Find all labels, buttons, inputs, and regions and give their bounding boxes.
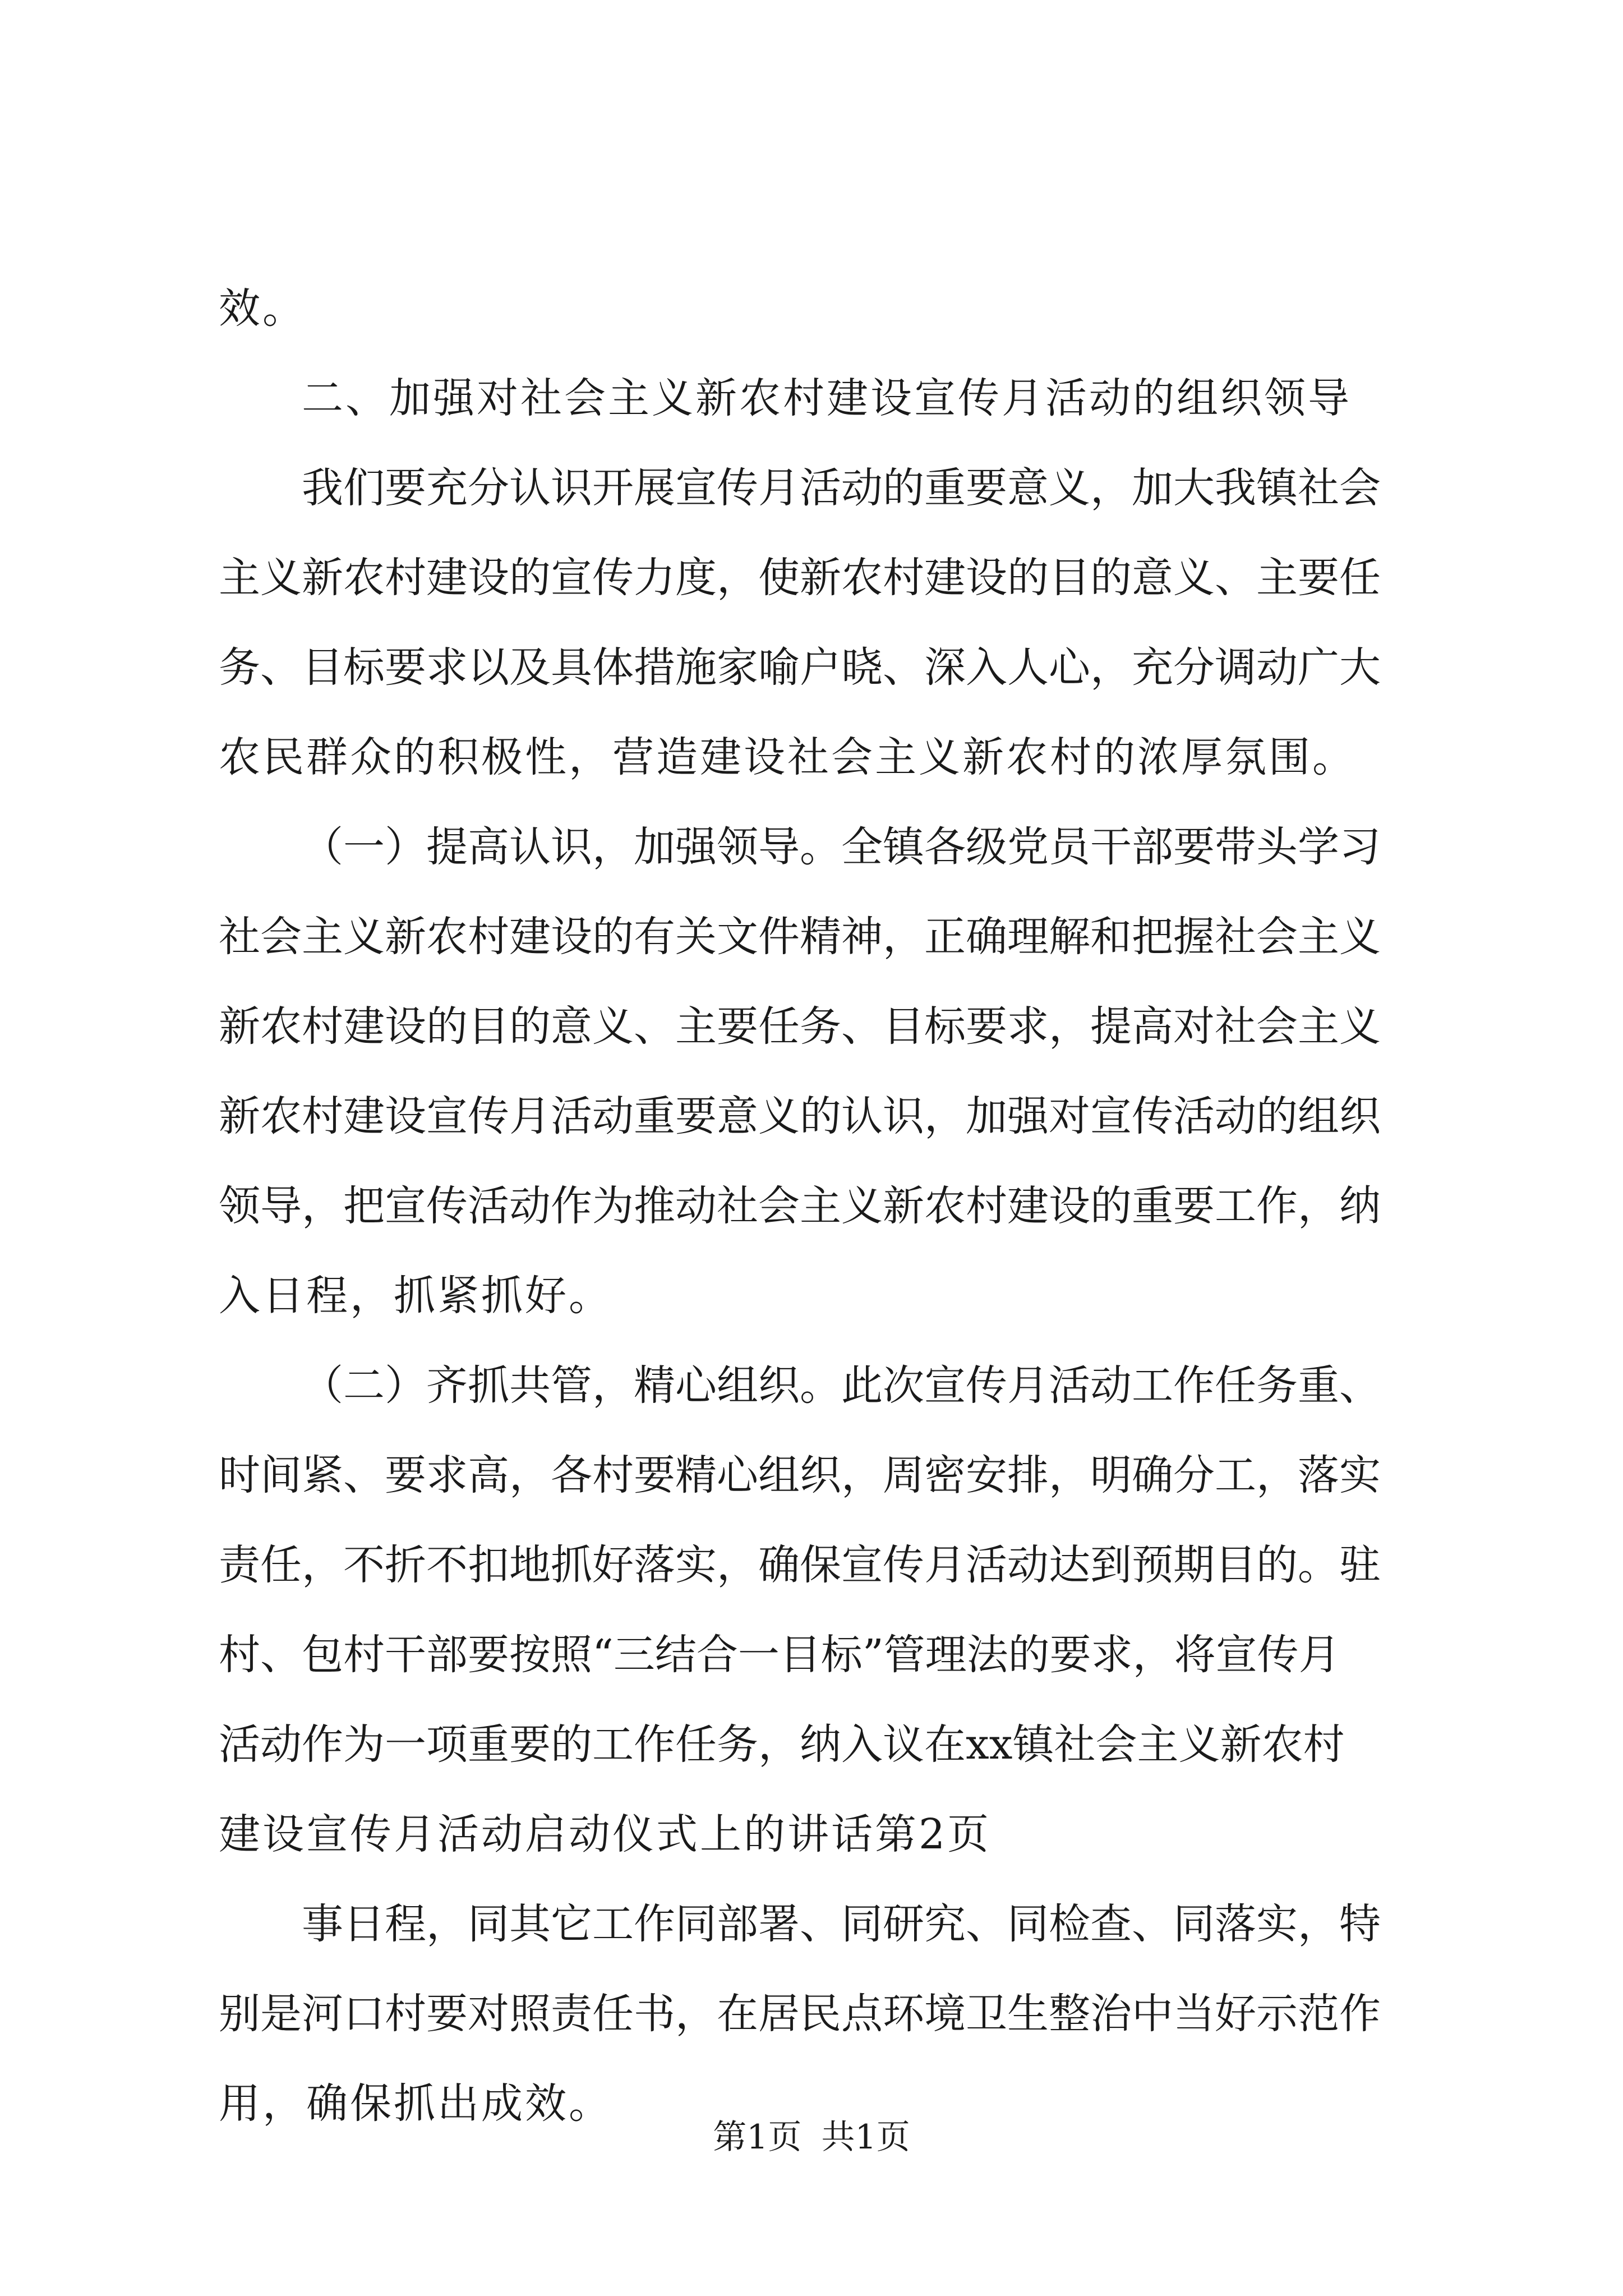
text-line: 时间紧、要求高，各村要精心组织，周密安排，明确分工，落实: [219, 1451, 1381, 1499]
text-line: 效。: [219, 284, 306, 333]
paragraph: [219, 443, 1413, 802]
text-line: 二、加强对社会主义新农村建设宣传月活动的组织领导: [302, 374, 1352, 422]
text-line: 主义新农村建设的宣传力度，使新农村建设的目的意义、主要任: [219, 554, 1381, 602]
paragraph: [219, 802, 1413, 1341]
text-line: 用，确保抓出成效。: [219, 2079, 612, 2128]
document-body: [219, 264, 1413, 2148]
text-line: 新农村建设的目的意义、主要任务、目标要求，提高对社会主义: [219, 1002, 1381, 1051]
text-line: 社会主义新农村建设的有关文件精神，正确理解和把握社会主义: [219, 913, 1381, 961]
text-line: 领导，把宣传活动作为推动社会主义新农村建设的重要工作，纳: [219, 1182, 1381, 1230]
paragraph: [219, 1879, 1413, 2148]
text-line: 入日程，抓紧抓好。: [219, 1272, 612, 1320]
text-line: 建设宣传月活动启动仪式上的讲话第2页: [219, 1810, 992, 1858]
text-line: 别是河口村要对照责任书，在居民点环境卫生整治中当好示范作: [219, 1990, 1381, 2038]
text-line: （一）提高认识，加强领导。全镇各级党员干部要带头学习: [302, 823, 1381, 871]
text-line: 新农村建设宣传月活动重要意义的认识，加强对宣传活动的组织: [219, 1092, 1381, 1140]
paragraph: [219, 353, 1413, 443]
text-line: 务、目标要求以及具体措施家喻户晓、深入人心，充分调动广大: [219, 643, 1381, 692]
text-line: 村、包村干部要按照“三结合一目标”管理法的要求，将宣传月: [219, 1631, 1340, 1679]
paragraph: [219, 1341, 1413, 1879]
text-line: 活动作为一项重要的工作任务，纳入议在xx镇社会主义新农村: [219, 1720, 1345, 1769]
text-line: （二）齐抓共管，精心组织。此次宣传月活动工作任务重、: [302, 1361, 1381, 1410]
text-line: 事日程，同其它工作同部署、同研究、同检查、同落实，特: [302, 1900, 1381, 1948]
paragraph: [219, 264, 1413, 353]
text-line: 我们要充分认识开展宣传月活动的重要意义，加大我镇社会: [302, 464, 1381, 512]
text-line: 农民群众的积极性，营造建设社会主义新农村的浓厚氛围。: [219, 733, 1356, 781]
page-footer: 第1页 共1页: [713, 2118, 910, 2157]
text-line: 责任，不折不扣地抓好落实，确保宣传月活动达到预期目的。驻: [219, 1541, 1381, 1589]
